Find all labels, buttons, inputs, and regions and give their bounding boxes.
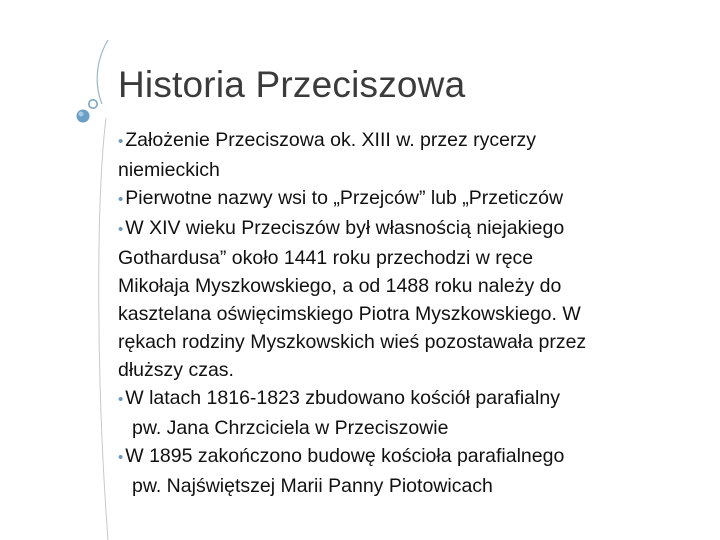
decorative-dot-highlight <box>79 112 84 117</box>
bullet-dot-icon: • <box>118 133 124 150</box>
decorative-line <box>99 118 108 540</box>
bullet-item-3 <box>118 214 708 384</box>
slide-title: Historia Przeciszowa <box>118 64 466 105</box>
bullet-item-5-line-1: W 1895 zakończono budowę kościoła parafialnego <box>125 445 565 467</box>
bullet-item-3-line-5: rękach rodziny Myszkowskich wieś pozostawała przez <box>118 331 587 353</box>
bullet-dot-icon: • <box>118 191 124 208</box>
decorative-circle-icon <box>89 100 97 108</box>
bullet-item-4 <box>118 384 708 442</box>
bullet-item-3-line-6: dłuższy czas. <box>118 359 234 381</box>
bullet-item-4-line-2: pw. Jana Chrzciciela w Przeciszowie <box>132 417 449 439</box>
bullet-item-1-line-1: Założenie Przeciszowa ok. XIII w. przez rycerzy <box>125 129 536 151</box>
bullet-dot-icon: • <box>118 391 124 408</box>
bullet-item-5 <box>118 442 708 500</box>
bullet-item-3-line-4: kasztelana oświęcimskiego Piotra Myszkowskiego. W <box>118 303 581 325</box>
decorative-dot-icon <box>77 110 90 123</box>
bullet-item-3-line-3: Mikołaja Myszkowskiego, a od 1488 roku należy do <box>118 275 562 297</box>
bullet-item-1 <box>118 126 708 184</box>
bullet-item-2 <box>118 184 708 214</box>
bullet-item-4-line-1: W latach 1816-1823 zbudowano kościół parafialny <box>125 387 560 409</box>
slide-body <box>118 126 708 500</box>
bullet-dot-icon: • <box>118 449 124 466</box>
bullet-item-3-line-2: Gothardusa” około 1441 roku przechodzi w ręce <box>118 247 534 269</box>
bullet-item-2-line-1: Pierwotne nazwy wsi to „Przejców” lub „Przeticzów <box>125 187 564 209</box>
bullet-dot-icon: • <box>118 221 124 238</box>
bullet-item-5-line-2: pw. Najświętszej Marii Panny Piotowicach <box>132 475 493 497</box>
bullet-item-3-line-1: W XIV wieku Przeciszów był własnością niejakiego <box>125 217 565 239</box>
decorative-arc <box>97 40 108 104</box>
bullet-item-1-line-2: niemieckich <box>118 159 220 181</box>
